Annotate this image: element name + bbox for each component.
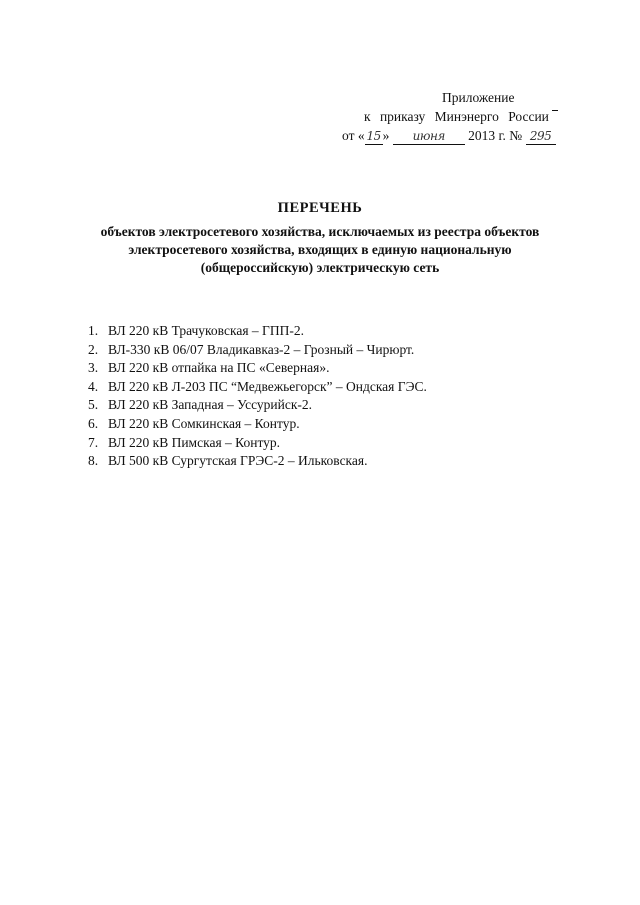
- order-word-minenergo: Минэнерго: [434, 109, 499, 124]
- item-text: ВЛ 220 кВ отпайка на ПС «Северная».: [108, 360, 330, 376]
- item-text: ВЛ 500 кВ Сургутская ГРЭС-2 – Ильковская.: [108, 453, 368, 469]
- item-text: ВЛ 220 кВ Трачуковская – ГПП-2.: [108, 323, 304, 338]
- item-text: ВЛ-330 кВ 06/07 Владикавказ-2 – Грозный – Чирюрт.: [108, 341, 415, 357]
- item-number: 7.: [88, 434, 99, 450]
- list-item: [88, 396, 568, 415]
- handwritten-month: июня: [393, 129, 465, 145]
- list-item: [88, 452, 568, 471]
- order-word-k: к: [364, 109, 371, 124]
- list-item: [88, 378, 568, 397]
- handwritten-mark: [552, 110, 558, 111]
- item-number: 8.: [88, 453, 99, 469]
- item-text: ВЛ 220 кВ Л-203 ПС “Медвежьегорск” – Ондская ГЭС.: [108, 378, 427, 394]
- item-text: ВЛ 220 кВ Сомкинская – Контур.: [108, 415, 300, 431]
- date-prefix: от «: [342, 128, 365, 143]
- subtitle-line: объектов электросетевого хозяйства, исключаемых из реестра объектов: [100, 224, 540, 239]
- handwritten-day: 15: [366, 129, 381, 143]
- item-text: ВЛ 220 кВ Пимская – Контур.: [108, 434, 281, 450]
- order-reference: [342, 107, 602, 126]
- item-text: ВЛ 220 кВ Западная – Уссурийск-2.: [108, 397, 313, 413]
- item-number: 2.: [88, 341, 99, 357]
- appendix-header: [342, 88, 602, 145]
- order-word-prikazu: приказу: [379, 109, 426, 124]
- handwritten-order-number: 295: [526, 129, 556, 145]
- appendix-label: Приложение: [442, 90, 515, 105]
- title-block: [60, 200, 580, 277]
- document-subtitle: [60, 223, 580, 277]
- order-word-rossii: России: [508, 109, 549, 124]
- item-number: 4.: [88, 378, 99, 394]
- item-number: 1.: [88, 323, 99, 338]
- objects-list: [88, 322, 568, 471]
- order-date-line: [342, 126, 602, 145]
- list-item: [88, 341, 568, 360]
- item-number: 5.: [88, 397, 99, 413]
- date-year: 2013 г. №: [468, 128, 523, 143]
- subtitle-line: (общероссийскую) электрическую сеть: [200, 260, 440, 275]
- list-item: [88, 359, 568, 378]
- list-item: [88, 415, 568, 434]
- list-item: [88, 434, 568, 453]
- document-title: ПЕРЕЧЕНЬ: [277, 200, 363, 216]
- item-number: 6.: [88, 415, 99, 431]
- subtitle-line: электросетевого хозяйства, входящих в единую национальную: [128, 242, 512, 257]
- list-item: [88, 322, 568, 341]
- date-quote-close: »: [382, 128, 390, 143]
- item-number: 3.: [88, 360, 99, 376]
